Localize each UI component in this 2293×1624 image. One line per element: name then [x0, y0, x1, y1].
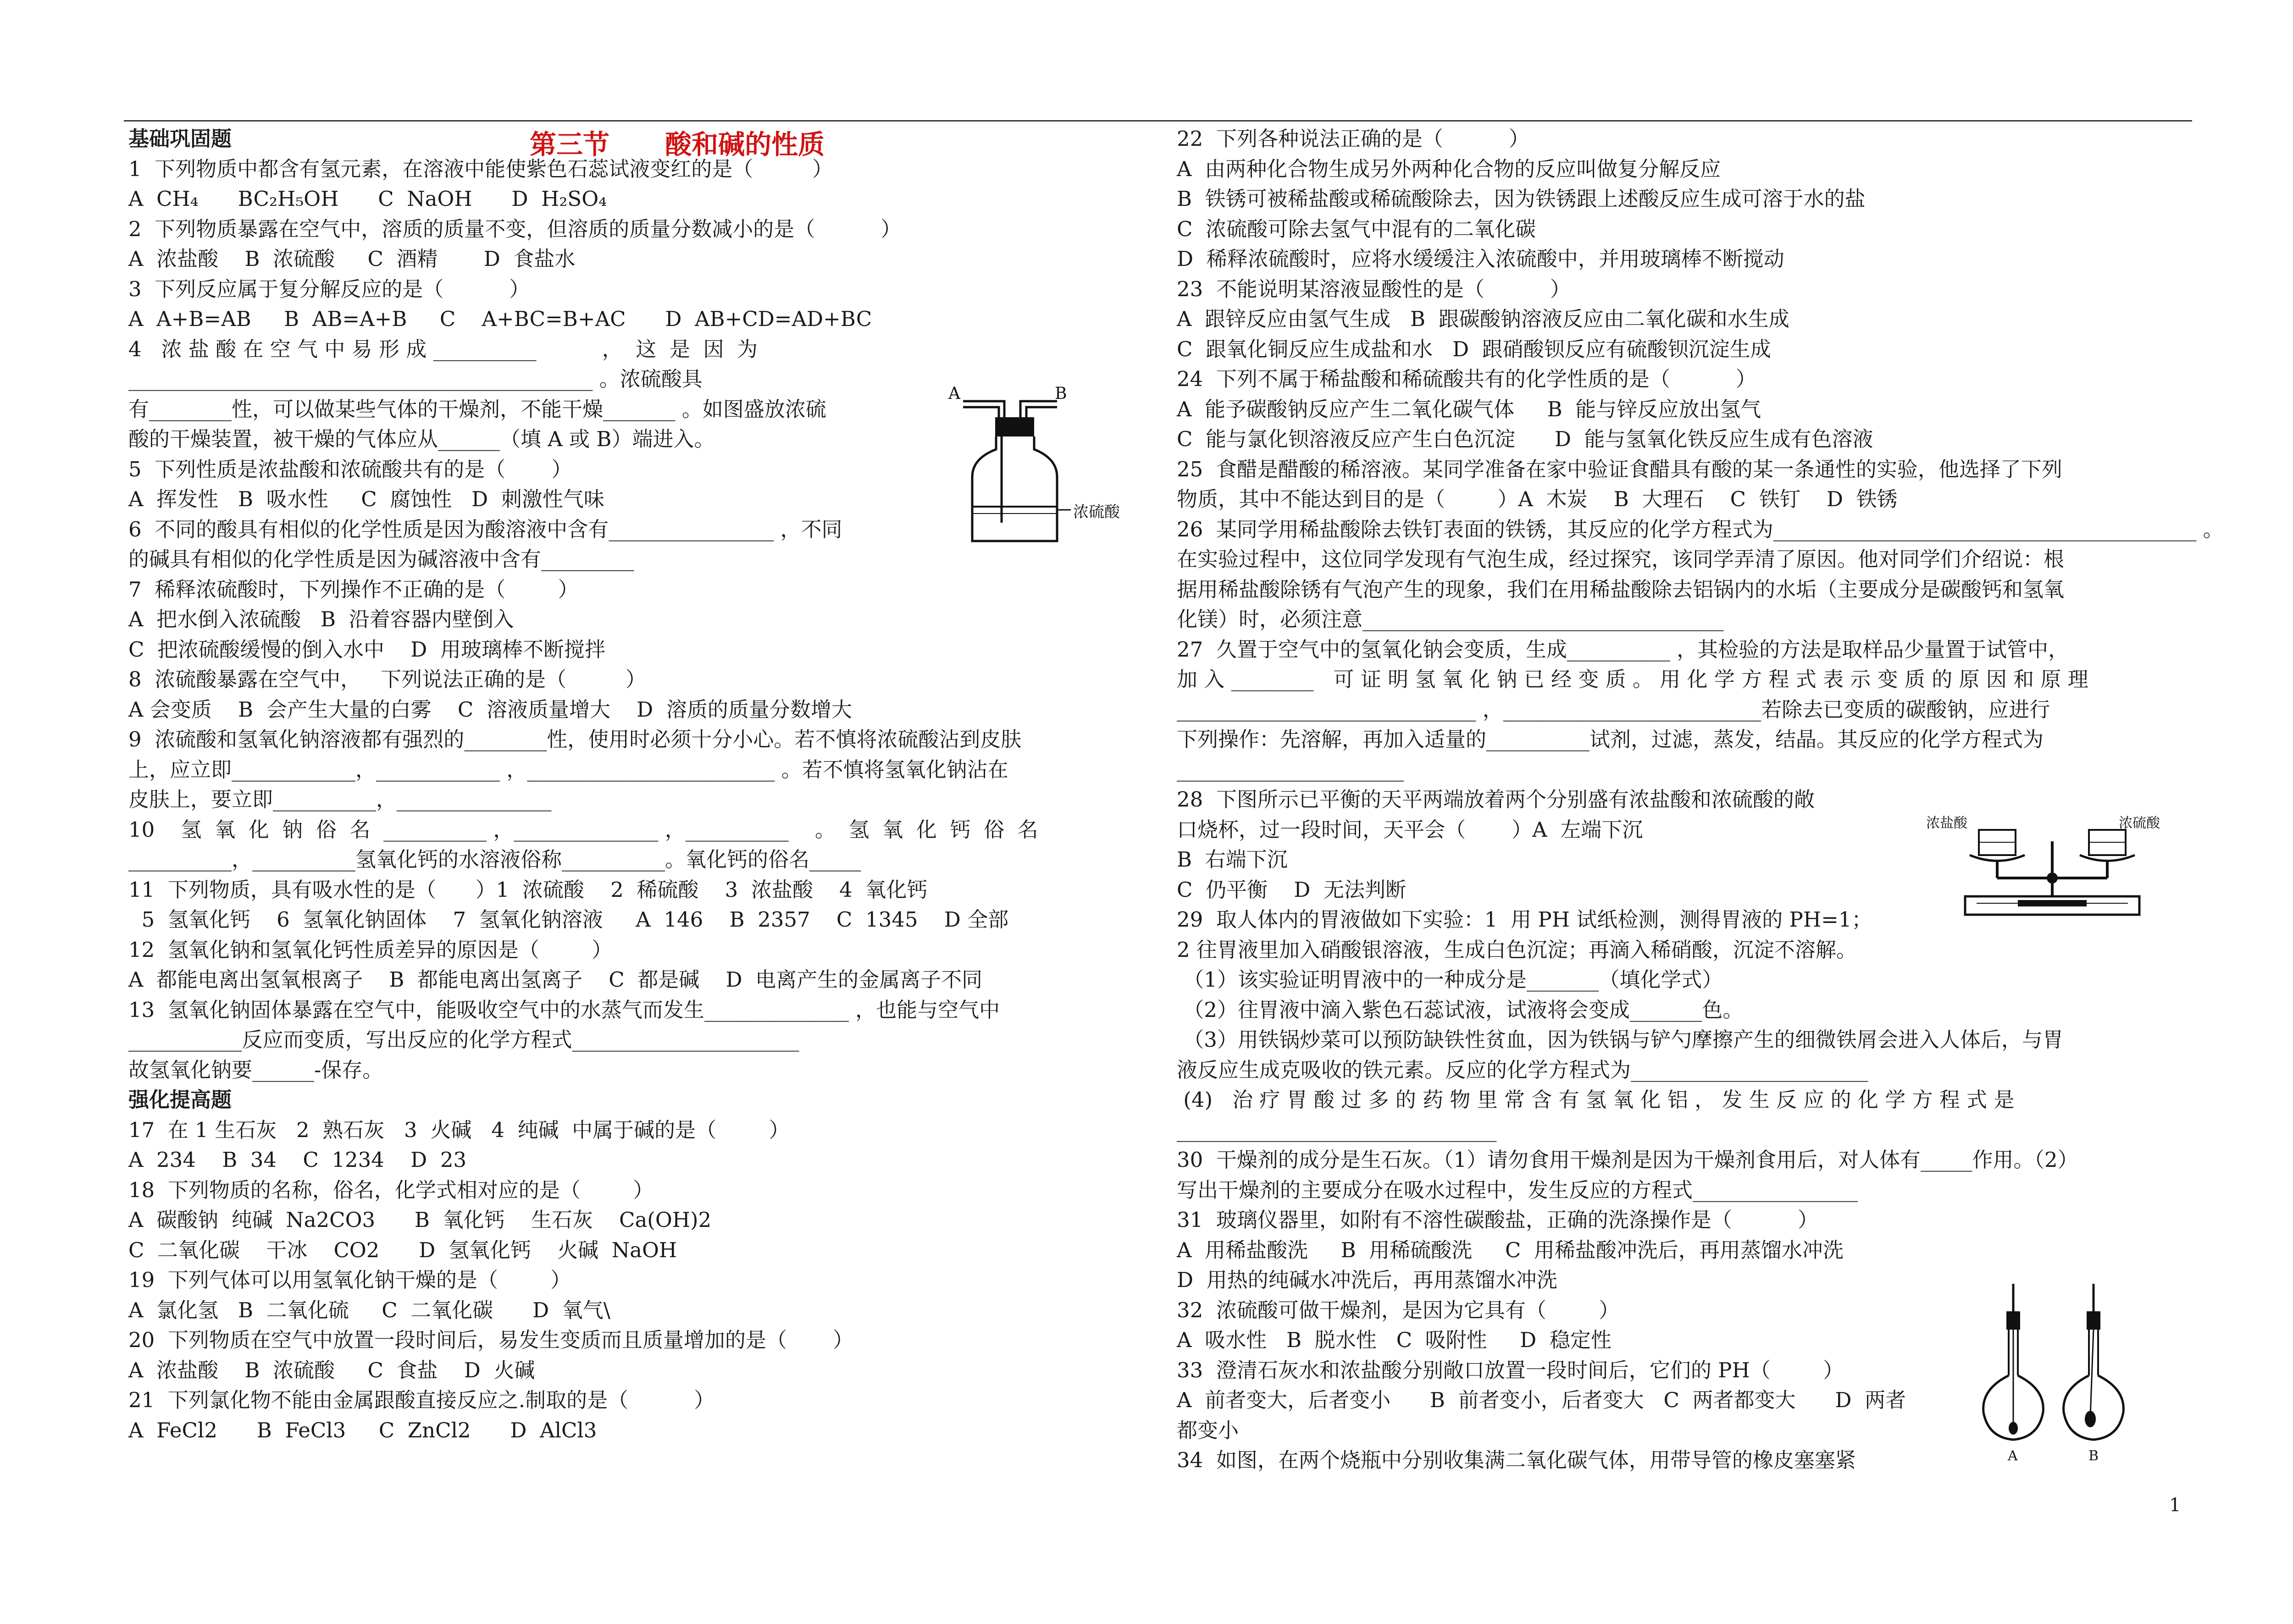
text-line: B 右端下沉	[1177, 847, 1288, 872]
page-title: 第三节 酸和碱的性质	[530, 129, 825, 160]
text-line: 8 浓硫酸暴露在空气中， 下列说法正确的是（ ）	[128, 667, 646, 691]
text-line: A 都能电离出氢氧根离子 B 都能电离出氢离子 C 都是碱 D 电离产生的金属离子不同	[128, 967, 983, 992]
text-line: 18 下列物质的名称，俗名，化学式相对应的是（ ）	[128, 1177, 654, 1202]
text-line: 口烧杯，过一段时间，天平会（ ）A 左端下沉	[1177, 817, 1643, 842]
text-line: 上，应立即____________，____________ ，________________________ 。若不慎将氢氧化钠沾在	[128, 757, 1008, 782]
text-line: A FeCl2 B FeCl3 C ZnCl2 D AlCl3	[128, 1418, 597, 1442]
text-line: 7 稀释浓硫酸时，下列操作不正确的是（ ）	[128, 577, 579, 602]
bottle-label-liquid: 浓硫酸	[1073, 503, 1120, 521]
balance-figure	[1926, 809, 2174, 924]
text-line: 据用稀盐酸除锈有气泡产生的现象，我们在用稀盐酸除去铝锅内的水垢（主要成分是碳酸钙和氢氧	[1177, 577, 2065, 602]
text-line: A 能予碳酸钠反应产生二氧化碳气体 B 能与锌反应放出氢气	[1177, 397, 1761, 421]
bottle-label-a: A	[948, 384, 960, 403]
section-heading: 强化提高题	[128, 1088, 232, 1112]
text-line: 化镁）时，必须注意___________________________________	[1177, 607, 1724, 631]
text-line: A 吸水性 B 脱水性 C 吸附性 D 稳定性	[1177, 1328, 1612, 1352]
text-line: 加 入 ________ 可 证 明 氢 氧 化 钠 已 经 变 质 。 用 化 学 方 程 式 表 示 变 质 的 原 因 和 原 理	[1177, 667, 2088, 691]
text-line: C 跟氧化铜反应生成盐和水 D 跟硝酸钡反应有硫酸钡沉淀生成	[1177, 337, 1771, 361]
flask-label-a: A	[2008, 1448, 2018, 1463]
text-line: 22 下列各种说法正确的是（ ）	[1177, 127, 1529, 151]
text-line: A CH₄ BC₂H₅OH C NaOH D H₂SO₄	[128, 187, 607, 211]
text-line: 26 某同学用稀盐酸除去铁钉表面的铁锈，其反应的化学方程式为_________________________________________ 。	[1177, 517, 2224, 541]
text-line: A 挥发性 B 吸水性 C 腐蚀性 D 刺激性气味	[128, 487, 604, 511]
text-line: 23 不能说明某溶液显酸性的是（ ）	[1177, 276, 1571, 301]
text-line: 34 如图，在两个烧瓶中分别收集满二氧化碳气体，用带导管的橡皮塞塞紧	[1177, 1448, 1856, 1472]
text-line: 2 往胃液里加入硝酸银溶液，生成白色沉淀；再滴入稀硝酸，沉淀不溶解。	[1177, 937, 1857, 962]
text-line: A 跟锌反应由氢气生成 B 跟碳酸钠溶液反应由二氧化碳和水生成	[1177, 307, 1789, 331]
text-line: _____________________________ ，_________________________若除去已变质的碳酸钠，应进行	[1177, 697, 2050, 722]
text-line: 有________性，可以做某些气体的干燥剂，不能干燥_______ 。如图盛放浓硫	[128, 397, 826, 421]
text-line: A 用稀盐酸洗 B 用稀硫酸洗 C 用稀盐酸冲洗后，再用蒸馏水冲洗	[1177, 1237, 1844, 1262]
text-line: 物质，其中不能达到目的是（ ）A 木炭 B 大理石 C 铁钉 D 铁锈	[1177, 487, 1898, 511]
text-line: 30 干燥剂的成分是生石灰。（1）请勿食用干燥剂是因为干燥剂食用后，对人体有_____作用。（2）	[1177, 1148, 2078, 1172]
bottle-label-b: B	[1055, 384, 1067, 403]
text-line: A 浓盐酸 B 浓硫酸 C 食盐 D 火碱	[128, 1358, 535, 1382]
flasks-figure	[1972, 1279, 2155, 1463]
text-line: （3）用铁锅炒菜可以预防缺铁性贫血，因为铁锅与铲勺摩擦产生的细微铁屑会进入人体后，与胃	[1177, 1027, 2063, 1052]
text-line: 5 氢氧化钙 6 氢氧化钠固体 7 氢氧化钠溶液 A 146 B 2357 C 1345 D 全部	[128, 907, 1009, 932]
text-line: C 能与氯化钡溶液反应产生白色沉淀 D 能与氢氧化铁反应生成有色溶液	[1177, 427, 1873, 451]
text-line: 都变小	[1177, 1418, 1239, 1442]
text-line: 33 澄清石灰水和浓盐酸分别敞口放置一段时间后，它们的 PH（ ）	[1177, 1358, 1844, 1382]
text-line: (4) 治 疗 胃 酸 过 多 的 药 物 里 常 含 有 氢 氧 化 铝 ， 发 生 反 应 的 化 学 方 程 式 是	[1177, 1088, 2015, 1112]
text-line: 11 下列物质，具有吸水性的是（ ）1 浓硫酸 2 稀硫酸 3 浓盐酸 4 氧化钙	[128, 877, 928, 902]
text-line: 32 浓硫酸可做干燥剂，是因为它具有（ ）	[1177, 1298, 1620, 1322]
text-line: 故氢氧化钠要______-保存。	[128, 1057, 383, 1082]
section-heading: 基础巩固题	[128, 127, 232, 151]
text-line: 31 玻璃仪器里，如附有不溶性碳酸盐，正确的洗涤操作是（ ）	[1177, 1208, 1818, 1232]
text-line: D 稀释浓硫酸时，应将水缓缓注入浓硫酸中，并用玻璃棒不断搅动	[1177, 247, 1784, 271]
text-line: A 碳酸钠 纯碱 Na2CO3 B 氧化钙 生石灰 Ca(OH)2	[128, 1208, 712, 1232]
text-line: 29 取人体内的胃液做如下实验：1 用 PH 试纸检测，测得胃液的 PH=1；	[1177, 907, 1872, 932]
top-rule	[124, 120, 2192, 122]
text-line: A 前者变大，后者变小 B 前者变小，后者变大 C 两者都变大 D 两者	[1177, 1388, 1906, 1412]
text-line: 液反应生成克吸收的铁元素。反应的化学方程式为_______________________	[1177, 1057, 1868, 1082]
text-line: ______________________	[1177, 757, 1404, 782]
text-line: 9 浓硫酸和氢氧化钠溶液都有强烈的________性，使用时必须十分小心。若不慎将浓硫酸沾到皮肤	[128, 727, 1022, 751]
text-line: A 会变质 B 会产生大量的白雾 C 溶液质量增大 D 溶质的质量分数增大	[128, 697, 852, 722]
text-line: 3 下列反应属于复分解反应的是（ ）	[128, 276, 530, 301]
page-number: 1	[2169, 1495, 2181, 1516]
text-line: 13 氢氧化钠固体暴露在空气中，能吸收空气中的水蒸气而发生______________ ，也能与空气中	[128, 997, 1000, 1022]
text-line: （2）往胃液中滴入紫色石蕊试液，试液将会变成_______色。	[1177, 997, 1744, 1022]
text-line: 4 浓 盐 酸 在 空 气 中 易 形 成 __________ ， 这 是 因 为	[128, 337, 758, 361]
text-line: 下列操作：先溶解，再加入适量的__________试剂，过滤，蒸发，结晶。其反应的化学方程式为	[1177, 727, 2044, 751]
text-line: A 由两种化合物生成另外两种化合物的反应叫做复分解反应	[1177, 156, 1721, 181]
text-line: B 铁锈可被稀盐酸或稀硫酸除去，因为铁锈跟上述酸反应生成可溶于水的盐	[1177, 187, 1866, 211]
text-line: _____________________________________________ 。浓硫酸具	[128, 367, 703, 391]
text-line: C 仍平衡 D 无法判断	[1177, 877, 1406, 902]
text-line: C 把浓硫酸缓慢的倒入水中 D 用玻璃棒不断搅拌	[128, 637, 605, 662]
text-line: 20 下列物质在空气中放置一段时间后，易发生变质而且质量增加的是（ ）	[128, 1328, 854, 1352]
text-line: 5 下列性质是浓盐酸和浓硫酸共有的是（ ）	[128, 457, 572, 481]
text-line: 25 食醋是醋酸的稀溶液。某同学准备在家中验证食醋具有酸的某一条通性的实验，他选择了下列	[1177, 457, 2062, 481]
text-line: 12 氢氧化钠和氢氧化钙性质差异的原因是（ ）	[128, 937, 613, 962]
text-line: 1 下列物质中都含有氢元素，在溶液中能使紫色石蕊试液变红的是（ ）	[128, 156, 833, 181]
text-line: 写出干燥剂的主要成分在吸水过程中，发生反应的方程式________________	[1177, 1177, 1858, 1202]
text-line: C 二氧化碳 干冰 CO2 D 氢氧化钙 火碱 NaOH	[128, 1237, 677, 1262]
balance-label-left: 浓盐酸	[1926, 815, 1967, 831]
text-line: ___________反应而变质，写出反应的化学方程式______________________	[128, 1027, 799, 1052]
text-line: C 浓硫酸可除去氢气中混有的二氧化碳	[1177, 216, 1536, 241]
text-line: 19 下列气体可以用氢氧化钠干燥的是（ ）	[128, 1268, 571, 1292]
text-line: 的碱具有相似的化学性质是因为碱溶液中含有_________	[128, 547, 634, 571]
text-line: 27 久置于空气中的氢氧化钠会变质，生成__________ ，其检验的方法是取样品少量置于试管中，	[1177, 637, 2069, 662]
text-line: （1）该实验证明胃液中的一种成分是_______（填化学式）	[1177, 967, 1723, 992]
text-line: 在实验过程中，这位同学发现有气泡生成，经过探究，该同学弄清了原因。他对同学们介绍说：根	[1177, 547, 2065, 571]
text-line: D 用热的纯碱水冲洗后，再用蒸馏水冲洗	[1177, 1268, 1557, 1292]
text-line: A 把水倒入浓硫酸 B 沿着容器内壁倒入	[128, 607, 514, 631]
text-line: 21 下列氯化物不能由金属跟酸直接反应之.制取的是（ ）	[128, 1388, 715, 1412]
text-line: 皮肤上，要立即__________，_______________	[128, 787, 552, 812]
balance-label-right: 浓硫酸	[2119, 815, 2160, 831]
text-line: A 氯化氢 B 二氧化硫 C 二氧化碳 D 氧气\	[128, 1298, 610, 1322]
text-line: A A+B=AB B AB=A+B C A+BC=B+AC D AB+CD=AD+BC	[128, 307, 872, 331]
flask-label-b: B	[2088, 1448, 2099, 1463]
text-line: 24 下列不属于稀盐酸和稀硫酸共有的化学性质的是（ ）	[1177, 367, 1756, 391]
text-line: 6 不同的酸具有相似的化学性质是因为酸溶液中含有________________ ，不同	[128, 517, 842, 541]
left-column	[128, 124, 1142, 1445]
text-line: 28 下图所示已平衡的天平两端放着两个分别盛有浓盐酸和浓硫酸的敞	[1177, 787, 1815, 812]
text-line: 17 在 1 生石灰 2 熟石灰 3 火碱 4 纯碱 中属于碱的是（ ）	[128, 1117, 790, 1142]
gas-drying-bottle-figure	[945, 381, 1142, 550]
text-line: A 浓盐酸 B 浓硫酸 C 酒精 D 食盐水	[128, 247, 576, 271]
text-line: 10 氢 氧 化 钠 俗 名 __________ ，______________ ，__________ 。 氢 氧 化 钙 俗 名	[128, 817, 1038, 842]
text-line: 酸的干燥装置，被干燥的气体应从______（填 A 或 B）端进入。	[128, 427, 715, 451]
text-line: __________，__________氢氧化钙的水溶液俗称__________。氧化钙的俗名_____	[128, 847, 861, 872]
text-line: 2 下列物质暴露在空气中，溶质的质量不变，但溶质的质量分数减小的是（ ）	[128, 216, 902, 241]
text-line: _______________________________	[1177, 1117, 1497, 1142]
text-line: A 234 B 34 C 1234 D 23	[128, 1148, 467, 1172]
right-column	[1177, 124, 2224, 1475]
